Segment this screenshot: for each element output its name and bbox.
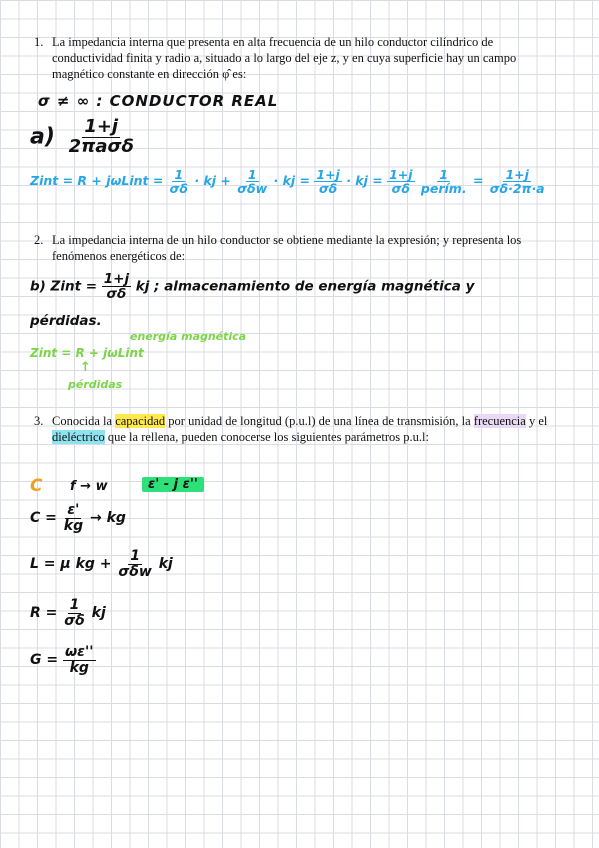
fraction [116,549,153,579]
num: 1 [247,167,257,182]
fraction [102,272,131,301]
arrow-up-icon: ↑ [80,360,91,375]
text-part: que la rellena, pueden conocerse los siguientes parámetros p.u.l: [104,430,429,444]
text-part: Conocida la [52,414,116,428]
rhs: → kg [89,510,126,527]
lhs: C = [30,510,57,527]
formula-r [30,598,106,628]
fraction [63,645,96,675]
question-1 [34,34,564,82]
epsilon-box [142,477,204,492]
num: 1+j [389,167,413,182]
num: ωε'' [64,644,94,660]
formula-g [30,645,96,675]
fraction-5 [419,168,469,195]
lhs: L = μ kg + [30,556,112,573]
answer-fraction [67,118,136,157]
handwritten-answer-b [30,272,474,301]
term: · kj + [194,173,231,189]
handwritten-zint-derivation [30,168,547,195]
lhs: R = [30,605,58,622]
den: σδ·2π·a [489,181,545,197]
highlight-capacidad: capacidad [115,414,166,428]
zint-lhs: Zint = [50,278,98,295]
fraction-denominator: 2πaσδ [68,135,134,157]
answer-letter: a) [30,124,55,150]
den: σδw [237,181,268,197]
num: 1+j [316,167,340,182]
den: σδ [106,286,127,303]
question-3 [34,413,564,445]
text-part: y el [525,414,548,428]
handwritten-f-to-w: f → w [70,479,108,494]
den: perím. [420,181,467,197]
fraction-2 [235,168,269,195]
den: σδw [118,563,152,580]
label-energia-magnetica: energía magnética [130,330,247,343]
term: · kj = [273,173,311,189]
num: 1+j [505,167,529,182]
handwritten-answer-b-line2: pérdidas. [30,313,102,329]
fraction-6 [488,168,547,195]
question-number: 3. [34,414,44,428]
question-text: La impedancia interna de un hilo conductor se obtiene mediante la expresión; y representa los fenómenos energéticos de: [52,233,522,263]
text-part: por unidad de longitud (p.u.l) de una línea de transmisión, la [165,414,474,428]
formula-l [30,549,173,579]
num: ε' [67,502,80,518]
den: kg [63,517,84,534]
term: · kj = [346,173,383,189]
highlight-dielectrico: dieléctrico [52,430,105,444]
fraction-4 [387,168,414,195]
question-number: 2. [34,233,44,247]
epsilon-complex: ε' - j ε'' [142,477,204,492]
fraction-numerator: 1+j [84,116,119,137]
zint-lhs: Zint = R + jωLint = [30,173,164,189]
rhs: kj [91,605,106,622]
den: σδ [169,181,188,197]
handwritten-zint-green: Zint = R + jωLint [30,346,144,360]
fraction-3 [314,168,341,195]
question-2 [34,232,564,264]
question-text [52,413,564,445]
label-perdidas: pérdidas [68,378,123,391]
handwritten-conductor-real: σ ≠ ∞ : CONDUCTOR REAL [38,92,279,110]
den: σδ [318,181,338,197]
question-text: La impedancia interna que presenta en alta frecuencia de un hilo conductor cilíndrico de conductividad finita y radio a, situado a lo largo del eje z, y en cuya superficie hay un campo magnético constante en dirección φ̂ es: [52,35,517,81]
rhs: kj [158,556,173,573]
fraction [62,503,85,533]
handwritten-c-orange: C [30,476,43,496]
highlight-frecuencia: frecuencia [473,414,526,428]
fraction-1 [168,168,190,195]
den: σδ [64,612,85,629]
question-number: 1. [34,35,44,49]
num: 1 [69,597,80,613]
term: = [472,173,484,189]
num: 1 [439,167,449,182]
num: 1 [174,167,184,182]
den: kg [69,659,89,676]
num: 1+j [103,271,130,287]
num: 1 [130,548,140,564]
answer-letter: b) [30,278,46,295]
answer-text: kj ; almacenamiento de energía magnética y [135,278,475,295]
fraction [62,598,87,628]
den: σδ [391,181,410,197]
formula-c [30,503,126,533]
lhs: G = [30,652,59,669]
handwritten-answer-a [30,118,136,157]
